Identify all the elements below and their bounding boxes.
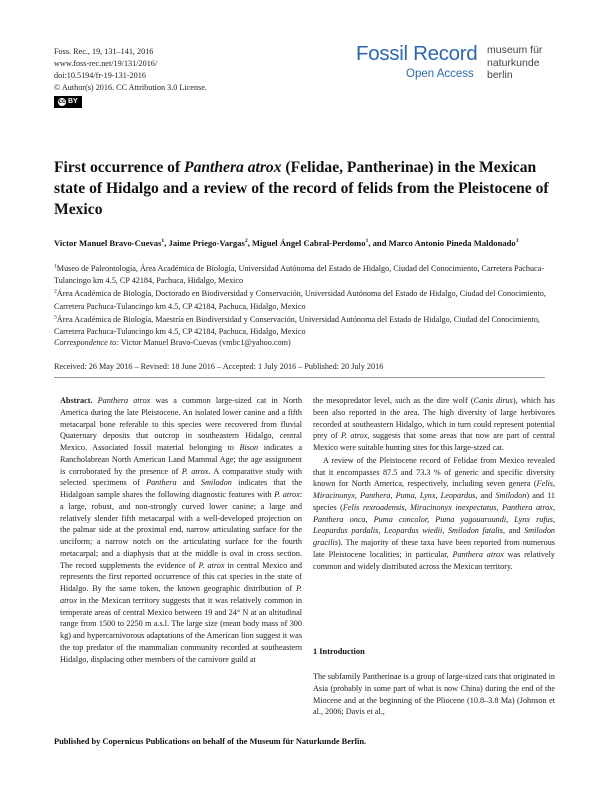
author-separator: , — [164, 238, 169, 248]
affiliation-number: 3 — [54, 314, 57, 321]
affiliation-text: Museo de Paleontología, Área Académica de Biología, Universidad Autónoma del Estado de Hidalgo, Ciudad del Conocimiento, Carretera Pachuca-Tulancingo km 4.5, CP 42184, Pachuca, Hidalgo, Mexico — [54, 264, 545, 286]
cc-badge-by: BY — [68, 98, 78, 105]
abstract-column-left — [60, 395, 302, 665]
affiliation-list — [54, 263, 554, 339]
text-run: was relatively common and widely distributed across the Mexican territory. — [313, 549, 555, 571]
text-run: : a large, robust, and non-strongly curved lower canine; a large and relatively slender fifth metacarpal with a well-developed projection on the palmar side at the proximal end, narrow articulating surface for the unciform; a narrow notch on the articulating surface for the fourth metacarpal; and a diaphysis that at the middle is oval in cross section. The record supplements the evidence of — [60, 490, 302, 570]
author-name: Marco Antonio Pineda Maldonado — [388, 238, 516, 248]
text-run: , and — [502, 526, 525, 536]
italic-term: Bison — [239, 443, 259, 452]
correspondence-contact[interactable]: Victor Manuel Bravo-Cuevas (vmbc1@yahoo.com) — [120, 338, 291, 347]
author-separator: , — [247, 238, 252, 248]
author-name: Miguel Ángel Cabral-Perdomo — [251, 238, 366, 248]
open-access-label: Open Access — [406, 68, 474, 80]
italic-term: P. atrox — [60, 584, 302, 605]
italic-term: Panthera atrox — [452, 549, 504, 559]
author-name: Jaime Priego-Vargas — [168, 238, 245, 248]
italic-term: P. atrox — [198, 560, 225, 570]
italic-term: Panthera — [146, 478, 177, 488]
text-run: A review of the Pleistocene record of Felidae from Mexico revealed that it encompasses 87.5 and 73.3 % of generic and specific diversity known for North America, respectively, including seven genera ( — [313, 455, 555, 489]
publisher-line: berlin — [487, 69, 513, 81]
affiliation — [54, 263, 554, 287]
license-text: © Author(s) 2016. CC Attribution 3.0 License. — [54, 83, 207, 92]
citation-block — [54, 46, 207, 108]
title-part: First occurrence of — [54, 159, 185, 176]
publisher-footer: Published by Copernicus Publications on behalf of the Museum für Naturkunde Berlin. — [54, 737, 367, 746]
abstract-label: Abstract. — [60, 396, 93, 405]
abstract-column-right — [313, 395, 555, 572]
affiliation-number: 1 — [54, 263, 57, 270]
text-run: ) and 11 species ( — [313, 491, 555, 512]
text-run: was a common large-sized cat in North America during the late Pleistocene. An isolated lower canine and a fifth metacarpal bone referable to this species were recovered from fluvial Quaternary deposits that outcrop in southeastern Hidalgo, central Mexico. Associated fossil material belonging to — [60, 396, 303, 452]
italic-term: P. atrox — [181, 466, 209, 476]
affiliation-text: Área Académica de Biología, Doctorado en Biodiversidad y Conservación, Universidad Autónoma del Estado de Hidalgo, Ciudad del Conocimiento, Carretera Pachuca-Tulancingo km 4.5, CP 42184, Pachuca, Hidalgo, Mexico — [54, 289, 546, 311]
cc-by-license-icon[interactable] — [54, 96, 82, 108]
text-run: ). The majority of these taxa have been reported from numerous late Pleistocene localities; in particular, — [313, 538, 555, 559]
text-run: . A comparative study with selected specimens of — [60, 466, 302, 488]
publisher-line: museum für — [487, 44, 543, 56]
affiliation-number: 2 — [54, 288, 57, 295]
title-part: (Felidae, Pantherinae) in the Mexican state of Hidalgo and a review of the record of felids from the Pleistocene of Mexico — [54, 159, 549, 218]
text-run: ), which has been also reported in the area. The high diversity of large herbivores recorded at southeastern Hidalgo, which in turn could represent potential prey of — [313, 396, 555, 441]
text-run: , and — [475, 491, 496, 500]
article-doi[interactable]: doi:10.5194/fr-19-131-2016 — [54, 71, 146, 80]
introduction-text: The subfamily Pantherinae is a group of large-sized cats that originated in Asia (probably in some part of what is now China) during the end of the Miocene and at the beginning of the Pliocene (10.8–3.8 Ma) (Johnson et al., 2006; Davis et al., — [313, 672, 555, 717]
author-separator: , and — [368, 238, 389, 248]
italic-term: Smilodon gracilis — [313, 526, 556, 547]
abstract-review-paragraph — [313, 455, 555, 573]
text-run: , suggests that some areas that now are part of central Mexico were suitable hunting sites for this large-sized cat. — [313, 431, 555, 452]
author-affiliation-ref: 3 — [515, 238, 519, 245]
affiliation — [54, 288, 554, 312]
italic-term: Felis rexroadensis, Miracinonyx inexpectatus, Panthera atrox, Panthera onca, Puma concolor, Puma yagouaroundi, Lynx rufus, Leopardus pardalis, Leopardus wiedii, Smilodon fatalis — [313, 502, 555, 536]
article-url[interactable]: www.foss-rec.net/19/131/2016/ — [54, 59, 158, 68]
italic-term: P. atrox — [274, 490, 300, 499]
journal-citation: Foss. Rec., 19, 131–141, 2016 — [54, 47, 154, 56]
text-run: and — [176, 478, 201, 488]
italic-term: Panthera atrox — [97, 396, 151, 405]
publication-dates: Received: 26 May 2016 – Revised: 18 June 2016 – Accepted: 1 July 2016 – Published: 20 July 2016 — [54, 362, 384, 371]
text-run: in the Mexican territory suggests that it was relatively common in temperate areas of central Mexico between 19 and 24° N at an altitudinal range from 1500 to 2250 m a.s.l. The large size (mean body mass of 300 kg) and hypercarnivorous adaptations of the American lion suggest it was the top predator of the mammalian community recorded at southeastern Hidalgo, displacing other members of the carnivore guild at — [60, 595, 302, 664]
cc-badge-cc: cc — [58, 99, 66, 105]
author-affiliation-ref: 1 — [365, 238, 369, 245]
text-run: in central Mexico and represents the first reported occurrence of this cat species in the state of Hidalgo. By the same token, the known geographic distribution of — [60, 560, 302, 593]
author-affiliation-ref: 1 — [161, 238, 165, 245]
header-divider — [54, 377, 545, 378]
author-affiliation-ref: 2 — [244, 238, 248, 245]
correspondence-line — [54, 337, 291, 349]
author-list — [54, 237, 554, 250]
italic-term: Smilodon — [495, 491, 527, 500]
author-name: Victor Manuel Bravo-Cuevas — [54, 238, 162, 248]
correspondence-label: Correspondence to: — [54, 338, 119, 347]
abstract-text — [60, 396, 302, 664]
abstract-continuation — [313, 395, 555, 454]
italic-term: Canis dirus — [473, 396, 513, 405]
affiliation — [54, 314, 554, 338]
italic-term: Felis, Miracinonyx, Panthera, Puma, Lynx, Leopardus — [313, 479, 555, 500]
abstract-paragraph — [60, 395, 302, 665]
journal-name: Fossil Record — [356, 42, 478, 65]
publisher-line: naturkunde — [487, 56, 540, 69]
affiliation-text: Área Académica de Biología, Maestría en Biodiversidad y Conservación, Universidad Autónoma del Estado de Hidalgo, Ciudad del Conocimiento, Carretera Pachuca-Tulancingo km 4.5, CP 42184, Pachuca, Hidalgo, Mexico — [54, 314, 540, 337]
text-run: indicates that the Hidalgoan sample shares the following diagnostic features with — [60, 478, 302, 499]
italic-term: P. atrox — [341, 431, 368, 441]
text-run: the mesopredator level, such as the dire wolf ( — [313, 396, 474, 405]
article-title — [54, 157, 554, 220]
text-run: indicates a Rancholabrean North American Land Mammal Age; the age assignment is corroborated by the presence of — [60, 443, 302, 476]
italic-term: Smilodon — [200, 478, 232, 488]
title-italic-species: Panthera atrox — [184, 159, 282, 176]
publisher-logo — [487, 44, 542, 82]
section-heading-introduction: 1 Introduction — [313, 647, 365, 656]
